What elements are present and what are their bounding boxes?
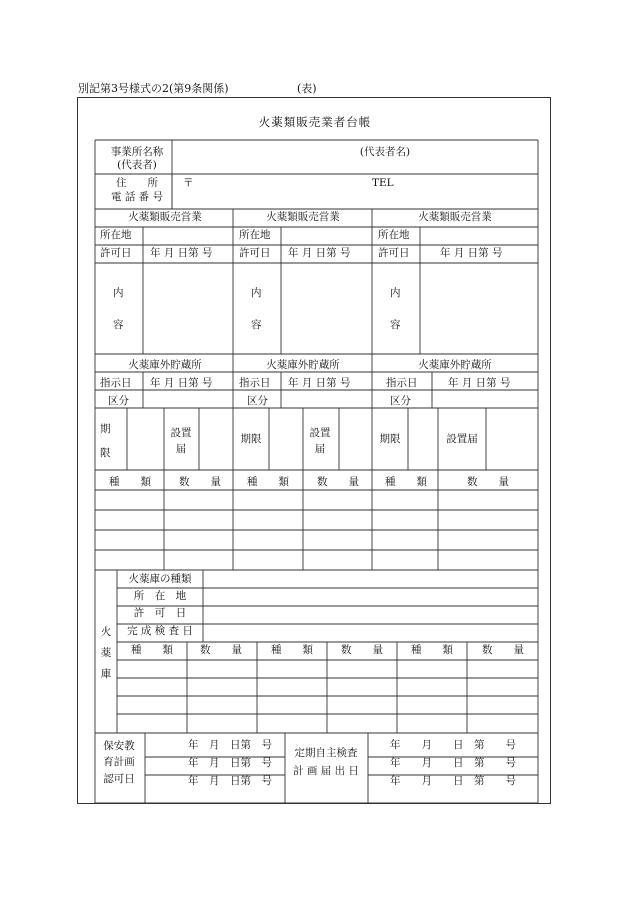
sales-location-label: 所在地 [378, 229, 410, 241]
content-label-2: 容 [390, 319, 401, 331]
sales-date-no: 年 月 日第 号 [150, 247, 213, 259]
rep-name-label: (代表者名) [359, 146, 411, 158]
magazine-permit-date-label: 許 可 日 [133, 607, 187, 619]
designation-date-label: 指示日 [100, 377, 132, 389]
table-grid-lines [95, 140, 538, 803]
form-code: 別記第3号様式の2(第9条関係) [78, 82, 229, 95]
kind-header: 種 類 [109, 476, 151, 488]
sales-permit-date-label: 許可日 [100, 247, 132, 259]
term-label-2: 限 [100, 447, 111, 459]
magazine-completion-label: 完 成 検 査 日 [127, 625, 193, 637]
security-date-no: 年 月 日第 号 [188, 775, 272, 787]
install-notice-label: 設置 [309, 427, 331, 439]
magazine-side-label: 火 [100, 626, 112, 638]
qty-header: 数 量 [341, 644, 383, 656]
storage-date-no: 年 月 日第 号 [288, 377, 351, 389]
office-name-label-2: (代表者) [117, 159, 157, 171]
periodic-date-no: 年 月 日 第 号 [390, 739, 516, 751]
sales-location-label: 所在地 [100, 229, 132, 241]
sales-permit-date-label: 許可日 [378, 247, 410, 259]
qty-header: 数 量 [200, 644, 242, 656]
content-label: 内 [390, 287, 401, 299]
security-date-no: 年 月 日第 号 [188, 739, 272, 751]
storage-date-no: 年 月 日第 号 [448, 377, 511, 389]
tel-label: TEL [372, 177, 394, 189]
kind-header: 種 類 [385, 476, 427, 488]
designation-date-label: 指示日 [239, 377, 271, 389]
sales-permit-date-label: 許可日 [239, 247, 271, 259]
sales-heading: 火薬類販売営業 [266, 211, 340, 223]
qty-header: 数 量 [467, 476, 509, 488]
classification-label: 区分 [390, 395, 411, 407]
storage-date-no: 年 月 日第 号 [150, 377, 213, 389]
security-date-no: 年 月 日第 号 [188, 757, 272, 769]
security-plan-label-3: 認可日 [103, 773, 135, 785]
periodic-date-no: 年 月 日 第 号 [390, 775, 516, 787]
term-label: 期限 [240, 433, 262, 445]
sales-date-no: 年 月 日第 号 [288, 247, 351, 259]
office-name-label: 事業所名称 [110, 146, 164, 158]
content-label-2: 容 [251, 319, 262, 331]
classification-label: 区分 [247, 395, 268, 407]
term-label: 期 [100, 423, 111, 435]
install-notice-label-2: 届 [314, 443, 326, 455]
content-label: 内 [113, 287, 124, 299]
kind-header: 種 類 [411, 644, 453, 656]
storage-heading: 火薬庫外貯蔵所 [128, 359, 202, 371]
qty-header: 数 量 [317, 476, 359, 488]
designation-date-label: 指示日 [386, 377, 418, 389]
install-notice-label-2: 届 [175, 443, 187, 455]
qty-header: 数 量 [482, 644, 524, 656]
periodic-date-no: 年 月 日 第 号 [390, 757, 516, 769]
phone-label: 電 話 番 号 [110, 191, 164, 203]
magazine-side-label-2: 薬 [100, 647, 112, 659]
kind-header: 種 類 [247, 476, 289, 488]
term-label: 期限 [379, 433, 401, 445]
address-label: 住 所 [116, 177, 158, 189]
side-label: (表) [297, 82, 317, 95]
kind-header: 種 類 [131, 644, 173, 656]
postal-mark: 〒 [183, 177, 194, 189]
periodic-inspection-label: 定期自主検査 [294, 747, 358, 759]
install-notice-label: 設置 [170, 427, 192, 439]
storage-heading: 火薬庫外貯蔵所 [266, 359, 340, 371]
magazine-location-label: 所 在 地 [133, 590, 187, 602]
sales-heading: 火薬類販売営業 [418, 211, 492, 223]
sales-heading: 火薬類販売営業 [128, 211, 202, 223]
content-label-2: 容 [113, 319, 124, 331]
kind-header: 種 類 [271, 644, 313, 656]
form-title: 火薬類販売業者台帳 [258, 115, 372, 129]
classification-label: 区分 [108, 395, 129, 407]
install-notice-label: 設置届 [446, 433, 478, 445]
magazine-side-label-3: 庫 [100, 668, 112, 680]
sales-date-no: 年 月 日第 号 [440, 247, 503, 259]
storage-heading: 火薬庫外貯蔵所 [418, 359, 492, 371]
magazine-type-label: 火薬庫の種類 [128, 573, 192, 585]
qty-header: 数 量 [179, 476, 221, 488]
security-plan-label: 保安教 [103, 740, 135, 752]
sales-location-label: 所在地 [239, 229, 271, 241]
security-plan-label-2: 育計画 [103, 756, 135, 768]
periodic-inspection-label-2: 計 画 届 出 日 [293, 765, 359, 777]
content-label: 内 [251, 287, 262, 299]
